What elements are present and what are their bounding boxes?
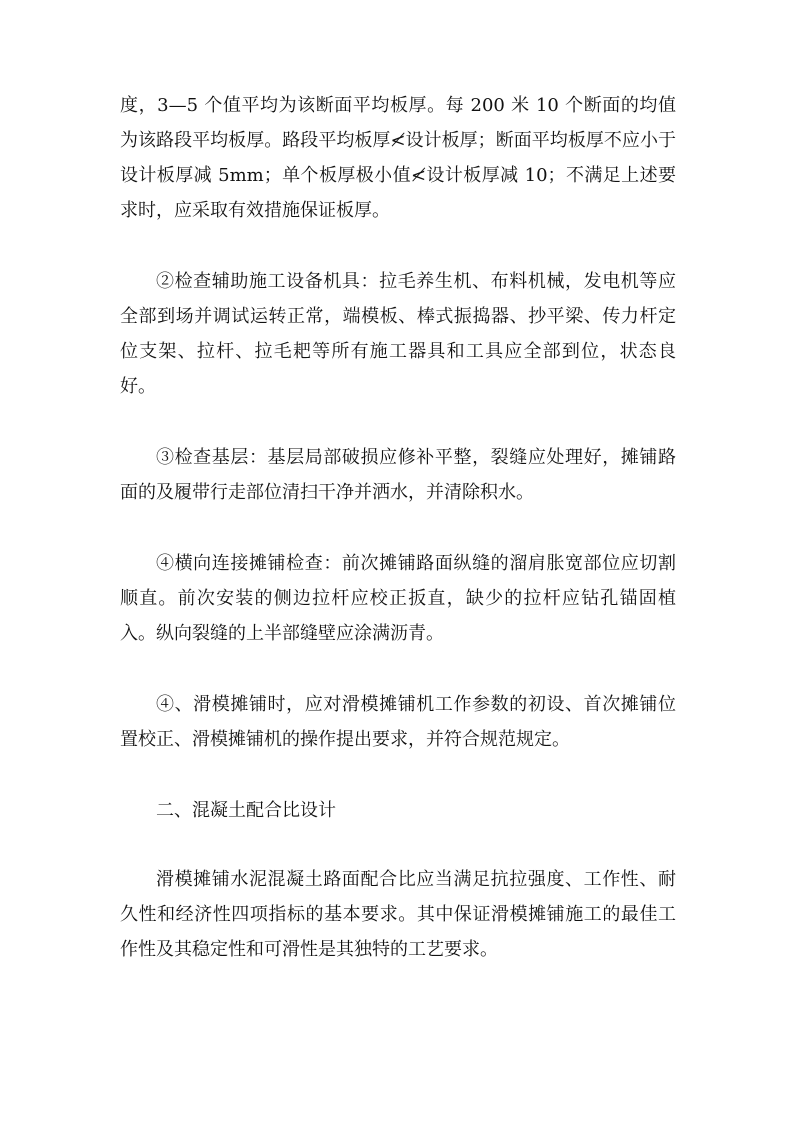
paragraph-spacer <box>120 651 676 687</box>
paragraph-slipform-paving: ④、滑模摊铺时，应对滑模摊铺机工作参数的初设、首次摊铺位置校正、滑模摊铺机的操作提出要求，并符合规范规定。 <box>120 694 676 750</box>
paragraph-mix-design: 滑模摊铺水泥混凝土路面配合比应当满足抗拉强度、工作性、耐久性和经济性四项指标的基本要求。其中保证滑模摊铺施工的最佳工作性及其稳定性和可滑性是其独特的工艺要求。 <box>120 869 676 960</box>
document-page <box>120 88 676 967</box>
section-heading-mix-design: 二、混凝土配合比设计 <box>156 800 336 821</box>
paragraph-spacer <box>120 510 676 546</box>
paragraph-thickness-continuation: 度，3—5 个值平均为该断面平均板厚。每 200 米 10 个断面的均值为该路段平均板厚。路段平均板厚≮设计板厚；断面平均板厚不应小于设计板厚减 5mm；单个板厚极小值≮设计板厚减 10；不满足上述要求时，应采取有效措施保证板厚。 <box>120 95 676 221</box>
paragraph-spacer <box>120 228 676 264</box>
paragraph-spacer <box>120 404 676 440</box>
paragraph-base-check: ③检查基层：基层局部破损应修补平整，裂缝应处理好，摊铺路面的及履带行走部位清扫干净并洒水，并清除积水。 <box>120 447 676 503</box>
paragraph-equipment-check: ②检查辅助施工设备机具：拉毛养生机、布料机械，发电机等应全部到场并调试运转正常，端模板、棒式振捣器、抄平梁、传力杆定位支架、拉杆、拉毛耙等所有施工器具和工具应全部到位，状态良好。 <box>120 271 676 397</box>
paragraph-spacer <box>120 828 676 862</box>
paragraph-spacer <box>120 757 676 793</box>
paragraph-transverse-check: ④横向连接摊铺检查：前次摊铺路面纵缝的溜肩胀宽部位应切割顺直。前次安装的侧边拉杆应校正扳直，缺少的拉杆应钻孔锚固植入。纵向裂缝的上半部缝壁应涂满沥青。 <box>120 553 676 644</box>
